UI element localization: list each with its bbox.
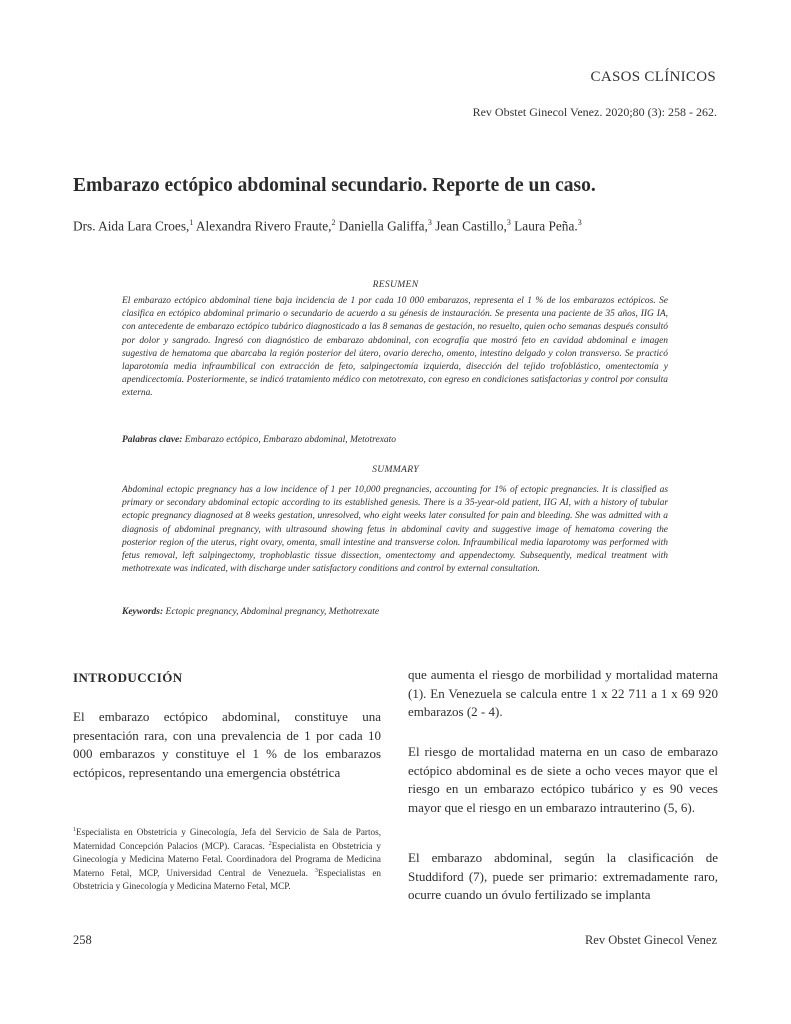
footer-journal-name: Rev Obstet Ginecol Venez bbox=[584, 933, 717, 947]
article-title: Embarazo ectópico abdominal secundario. Reporte de un caso. bbox=[73, 175, 596, 196]
affiliation-mark: 3 bbox=[427, 218, 432, 227]
keywords-label: Palabras clave: bbox=[122, 435, 183, 445]
footnote-text: Especialistas en Obstetricia y Ginecología y Medicina Materno Fetal, MCP. bbox=[73, 868, 381, 891]
footnote-text: Especialista en Obstetricia y Ginecología y Medicina Materno Fetal. Coordinadora del Programa de Medicina Materno Fetal, MCP, Universidad Central de Venezuela. bbox=[73, 841, 381, 879]
summary-text: Abdominal ectopic pregnancy has a low incidence of 1 per 10,000 pregnancies, accounting for 1% of ectopic pregnancies. It is classified as primary or secondary abdominal ectopic according to its established genesis. There is a 35-year-old patient, IIG AI, with a history of tubular ectopic pregnancy diagnosed at 8 weeks gestation, unresolved, who eight weeks later consulted for pain and bleeding. She was admitted with a diagnosis of abdominal pregnancy, with ultrasound showing fetus in abdominal cavity and suggestive image of hematoma covering the posterior region of the uterus, right ovary, omenta, small intestine and transverse colon. Infraumbilical media laparotomy was performed with fetus removal, left salpingectomy, trophoblastic tissue dissection, omentectomy and appendectomy. Subsequently, medical treatment with methotrexate was indicated, with discharge under satisfactory conditions and control by external consultation. bbox=[122, 485, 668, 575]
intro-paragraph-1-continued: que aumenta el riesgo de morbilidad y mortalidad materna (1). En Venezuela se calcula entre 1 x 22 711 a 1 x 69 920 embarazos (2 - 4). bbox=[408, 667, 718, 719]
affiliation-mark: 3 bbox=[506, 218, 511, 227]
resumen-heading: RESUMEN bbox=[372, 279, 419, 290]
author-name: Drs. Aida Lara Croes, bbox=[73, 218, 190, 234]
intro-paragraph-2: El riesgo de mortalidad materna en un caso de embarazo ectópico abdominal es de siete a ocho veces mayor que el riesgo en un embarazo ectópico tubárico y es 90 veces mayor que el riesgo en un embarazo intrauterino (5, 6). bbox=[408, 744, 718, 815]
keywords-list: Ectopic pregnancy, Abdominal pregnancy, Methotrexate bbox=[163, 607, 380, 617]
section-label: CASOS CLÍNICOS bbox=[590, 69, 716, 85]
summary-heading: SUMMARY bbox=[372, 464, 419, 475]
author-list bbox=[73, 218, 723, 234]
section-heading-introduccion: INTRODUCCIÓN bbox=[73, 670, 183, 685]
footnote-mark: 1 bbox=[73, 827, 76, 833]
footnote-text: Especialista en Obstetricia y Ginecología, Jefa del Servicio de Sala de Partos, Maternidad Concepción Palacios (MCP). Caracas. bbox=[73, 827, 381, 852]
author-name: Jean Castillo, bbox=[431, 218, 507, 234]
keywords bbox=[122, 607, 682, 617]
palabras-clave bbox=[122, 435, 682, 445]
page-number: 258 bbox=[73, 933, 92, 947]
intro-paragraph-1: El embarazo ectópico abdominal, constituye una presentación rara, con una prevalencia de 1 por cada 10 000 embarazos y constituye el 1 % de los embarazos ectópicos, representando una emergencia obstétrica bbox=[73, 709, 381, 780]
footnote-mark: 2 bbox=[268, 841, 272, 848]
resumen-text: El embarazo ectópico abdominal tiene baja incidencia de 1 por cada 10 000 embarazos, representa el 1 % de los embarazos ectópicos. Se clasifica en ectópico abdominal primario o secundario de acuerdo a su génesis de instauración. Se presenta una paciente de 35 años, IIG IA, con antecedente de embarazo ectópico tubárico diagnosticado a las 8 semanas de gestación, no resuelto, quien ocho semanas después consultó por dolor y sangrado. Ingresó con diagnóstico de embarazo abdominal, con ecografía que mostró feto en cavidad abdominal e imagen sugestiva de hematoma que abarcaba la región posterior del útero, ovario derecho, omento, intestino delgado y colon transverso. Se practicó laparotomía media infraumbilical con extracción de feto, salpingectomía izquierda, disección del tejido trofoblástico, omentectomía y apendicectomía. Posteriormente, se indicó tratamiento médico con metotrexato, con egreso en condiciones satisfactorias y control por consulta externa. bbox=[122, 296, 668, 399]
affiliation-mark: 3 bbox=[577, 218, 582, 227]
author-name: Alexandra Rivero Fraute, bbox=[193, 218, 332, 234]
footnote-mark: 3 bbox=[314, 868, 318, 875]
journal-citation: Rev Obstet Ginecol Venez. 2020;80 (3): 258 - 262. bbox=[472, 105, 717, 119]
intro-paragraph-3: El embarazo abdominal, según la clasificación de Studdiford (7), puede ser primario: extremadamente raro, ocurre cuando un óvulo fertilizado se implanta bbox=[408, 850, 718, 902]
keywords-label: Keywords: bbox=[122, 607, 164, 617]
affiliation-mark: 1 bbox=[189, 218, 194, 227]
affiliation-mark: 2 bbox=[331, 218, 336, 227]
author-name: Daniella Galiffa, bbox=[335, 218, 428, 234]
keywords-list: Embarazo ectópico, Embarazo abdominal, Metotrexato bbox=[182, 435, 397, 445]
author-name: Laura Peña. bbox=[510, 218, 578, 234]
affiliation-footnotes bbox=[73, 824, 381, 892]
